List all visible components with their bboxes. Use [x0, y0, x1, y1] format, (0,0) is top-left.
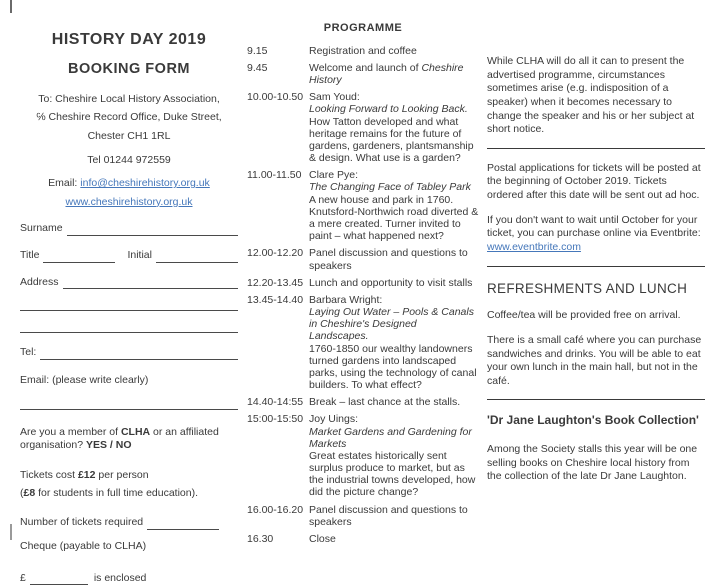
eventbrite-link[interactable]: www.eventbrite.com	[487, 241, 581, 254]
programme-item-registration	[247, 45, 479, 57]
refreshments-note-1: Coffee/tea will be provided free on arrival.	[487, 309, 681, 322]
address-fill-line	[63, 276, 238, 289]
booking-form-panel	[20, 30, 238, 585]
programme-disclaimer: While CLHA will do all it can to present the advertised programme, circumstances sometimes arise (e.g. indisposition of a speaker) when it becomes necessary to change the speaker and his or her subject at short notice.	[487, 55, 695, 136]
programme-desc: Welcome and launch of	[309, 61, 422, 74]
address-fill-line-3	[20, 311, 238, 333]
programme-item-sam-youd	[247, 91, 479, 164]
programme-speaker: Sam Youd:	[309, 91, 360, 104]
email-label: Email:	[48, 177, 78, 190]
programme-journal-title: Cheshire History	[309, 61, 464, 87]
email-link[interactable]: info@cheshirehistory.org.uk	[80, 177, 210, 190]
scan-artifact-top	[10, 0, 12, 13]
enclosed-label: is enclosed	[93, 571, 147, 584]
programme-desc: Close	[309, 532, 336, 545]
page-title: HISTORY DAY 2019	[51, 31, 207, 48]
programme-time: 16.30	[247, 532, 274, 545]
tel-line: Tel 01244 972559	[87, 153, 171, 166]
programme-time: 9.15	[247, 44, 268, 57]
programme-time: 12.20-13.45	[247, 276, 304, 289]
programme-time: 15:00-15:50	[247, 413, 304, 426]
programme-item-close	[247, 533, 479, 545]
amount-fill-line	[30, 572, 88, 585]
postal-to-line1: To: Cheshire Local History Association,	[38, 92, 220, 105]
postal-applications-note: Postal applications for tickets will be posted at the beginning of October 2019. Tickets ordered after this date will be sent out ad hoc.	[487, 161, 701, 202]
initial-fill-line	[156, 250, 238, 263]
programme-time: 16.00-16.20	[247, 503, 304, 516]
address-label: Address	[20, 275, 59, 288]
yes-no-choice: YES / NO	[85, 439, 132, 452]
programme-item-clare-pye	[247, 169, 479, 242]
ticket-price-line: Tickets cost £12 per person	[20, 468, 149, 481]
separator	[487, 148, 705, 149]
online-purchase-note: If you don't want to wait until October for your ticket, you can purchase online via Eventbrite: www.eventbrite.com	[487, 213, 701, 254]
refreshments-note-2: There is a small café where you can purchase sandwiches and drinks. You will be able to eat your own lunch in the main hall, but not in the café.	[487, 333, 702, 387]
programme-speaker: Joy Uings:	[309, 413, 359, 426]
programme-desc: Panel discussion and questions to speakers	[309, 503, 468, 528]
programme-talk-title: Laying Out Water – Pools & Canals in Cheshire's Designed Landscapes.	[309, 306, 474, 343]
title-label: Title	[20, 249, 40, 262]
membership-question: Are you a member of CLHA or an affiliated organisation? YES / NO	[20, 425, 219, 452]
programme-talk-title: Looking Forward to Looking Back.	[309, 103, 468, 116]
email-fill-line	[20, 388, 238, 410]
title-initial-field	[20, 249, 238, 263]
surname-label: Surname	[20, 222, 63, 235]
programme-item-welcome	[247, 62, 479, 86]
tel-label: Tel:	[20, 346, 37, 359]
programme-time: 10.00-10.50	[247, 91, 304, 104]
postal-to-line2: ℅ Cheshire Record Office, Duke Street,	[36, 111, 222, 124]
website-line	[20, 196, 238, 210]
programme-item-panel-1	[247, 247, 479, 271]
tickets-number-label: Number of tickets required	[20, 516, 144, 529]
separator	[487, 266, 705, 267]
tickets-number-field	[20, 516, 238, 530]
info-panel	[487, 55, 705, 495]
programme-panel	[247, 22, 479, 550]
surname-fill-line	[67, 223, 238, 236]
tickets-number-fill-line	[147, 517, 219, 530]
programme-item-barbara-wright	[247, 294, 479, 391]
programme-time: 11.00-11.50	[247, 169, 302, 182]
title-fill-line	[43, 250, 115, 263]
amount-enclosed-field	[20, 572, 238, 585]
programme-time: 14.40-14:55	[247, 396, 304, 409]
scan-artifact-bottom	[10, 524, 12, 540]
programme-desc: Panel discussion and questions to speakers	[309, 247, 468, 272]
refreshments-heading: REFRESHMENTS AND LUNCH	[487, 280, 688, 296]
programme-item-joy-uings	[247, 413, 479, 498]
programme-desc: Great estates historically sent surplus produce to market, but as the industrial towns developed, how did the picture change?	[309, 449, 476, 499]
book-collection-heading: 'Dr Jane Laughton's Book Collection'	[487, 413, 699, 428]
programme-item-lunch	[247, 277, 479, 289]
separator	[487, 399, 705, 400]
book-collection-note: Among the Society stalls this year will be one selling books on Cheshire local history from the collection of the late Dr Jane Laughton.	[487, 443, 698, 483]
email-note: Email: (please write clearly)	[20, 374, 149, 387]
tel-field	[20, 346, 238, 360]
programme-item-panel-2	[247, 504, 479, 528]
programme-talk-title: Market Gardens and Gardening for Markets	[309, 425, 472, 450]
programme-desc: A new house and park in 1760. Knutsford-Northwich road diverted & a mere created. Turner invited to paint – what happened next?	[309, 193, 479, 243]
surname-field	[20, 222, 238, 236]
programme-time: 13.45-14.40	[247, 293, 304, 306]
programme-desc: 1760-1850 our wealthy landowners turned gardens into landscaped parks, using the technology of canal builders. To what effect?	[309, 342, 477, 392]
email-line	[20, 177, 238, 191]
programme-desc: Break – last chance at the stalls.	[309, 396, 461, 409]
initial-label: Initial	[127, 249, 152, 262]
student-price-line: (£8 for students in full time education).	[20, 486, 199, 499]
programme-heading: PROGRAMME	[323, 22, 403, 34]
programme-time: 12.00-12.20	[247, 247, 304, 260]
address-fill-line-2	[20, 289, 238, 311]
programme-desc: Registration and coffee	[309, 44, 417, 57]
programme-talk-title: The Changing Face of Tabley Park	[309, 181, 471, 194]
website-link[interactable]: www.cheshirehistory.org.uk	[65, 195, 193, 208]
pound-label: £	[20, 571, 26, 584]
tel-fill-line	[40, 347, 238, 360]
programme-speaker: Clare Pye:	[309, 169, 359, 182]
programme-speaker: Barbara Wright:	[309, 293, 383, 306]
page-subtitle: BOOKING FORM	[68, 60, 190, 77]
programme-desc: How Tatton developed and what heritage remains for the future of gardens, gardeners, plantsmanship & design. What use is a garden?	[309, 115, 474, 165]
programme-time: 9.45	[247, 61, 268, 74]
programme-desc: Lunch and opportunity to visit stalls	[309, 276, 473, 289]
address-field	[20, 276, 238, 290]
cheque-line: Cheque (payable to CLHA)	[20, 539, 147, 552]
clha-bold: CLHA	[120, 425, 151, 438]
programme-item-break	[247, 396, 479, 408]
postal-to-line3: Chester CH1 1RL	[87, 129, 171, 142]
